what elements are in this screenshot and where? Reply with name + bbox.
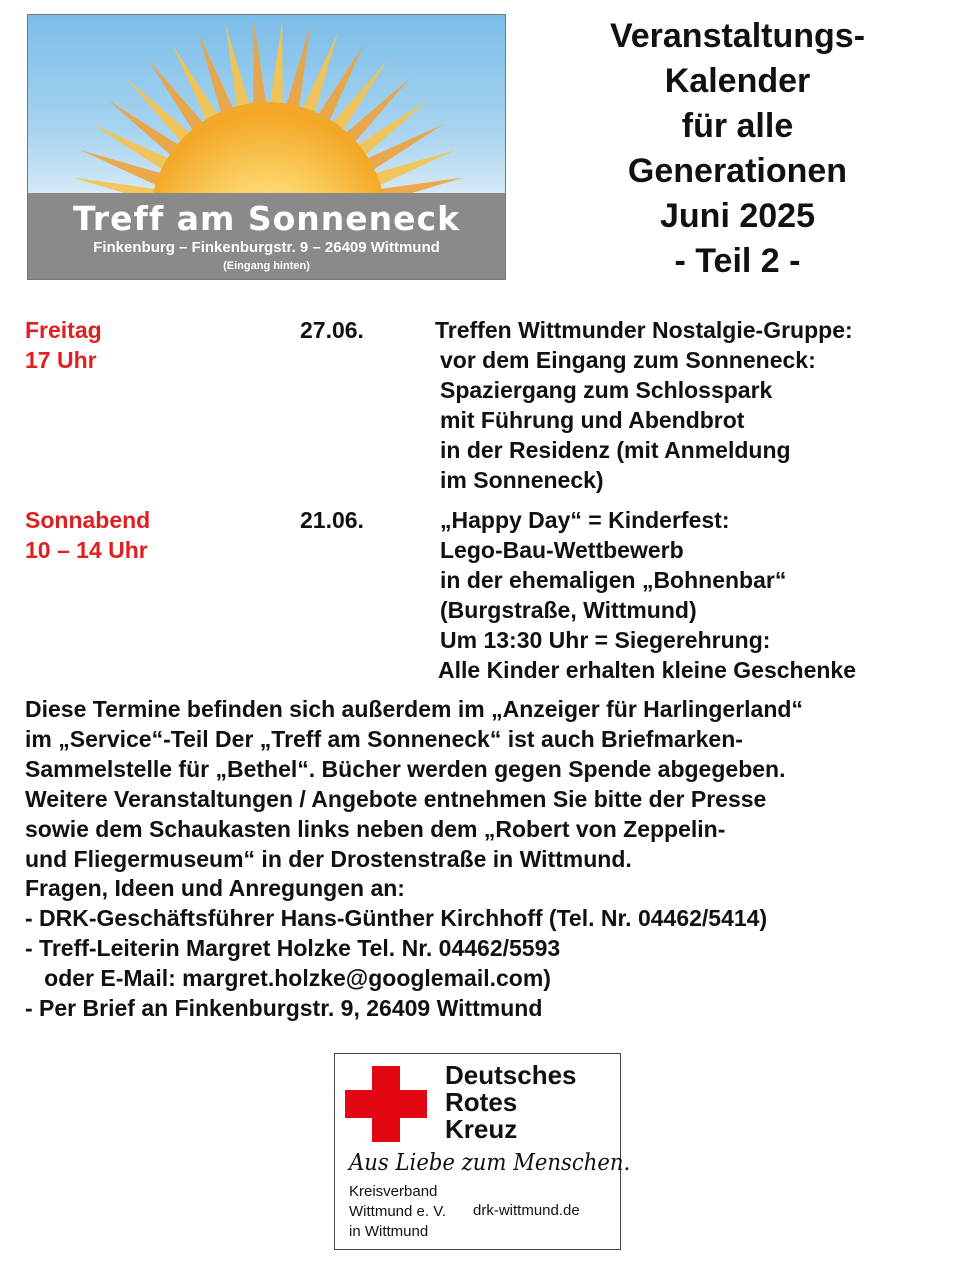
info-line: Weitere Veranstaltungen / Angebote entnehmen Sie bitte der Presse	[25, 785, 767, 812]
event-description-line: „Happy Day“ = Kinderfest:	[440, 507, 730, 533]
event-weekday: Freitag	[25, 317, 102, 343]
page-title	[560, 14, 915, 284]
banner-note: (Eingang hinten)	[223, 260, 310, 272]
info-line: - DRK-Geschäftsführer Hans-Günther Kirchhoff (Tel. Nr. 04462/5414)	[25, 905, 768, 932]
event-description	[440, 505, 940, 685]
drk-chapter-line: in Wittmund	[349, 1223, 429, 1240]
event-date: 27.06.	[300, 317, 364, 343]
info-line: Fragen, Ideen und Anregungen an:	[25, 875, 405, 902]
drk-name-line: Deutsches	[445, 1060, 577, 1090]
info-line: sowie dem Schaukasten links neben dem „Robert von Zeppelin-	[25, 815, 726, 842]
event-description-line: vor dem Eingang zum Sonneneck:	[440, 347, 816, 373]
info-text	[25, 695, 945, 1024]
banner-image	[27, 14, 506, 280]
title-line: Juni 2025	[660, 197, 815, 235]
event-weekday-time	[25, 505, 150, 565]
sun-ray	[253, 21, 268, 117]
event-time: 17 Uhr	[25, 347, 97, 373]
drk-motto: Aus Liebe zum Menschen.	[349, 1150, 631, 1176]
drk-chapter-line: Wittmund e. V.	[349, 1203, 446, 1220]
info-line: oder E-Mail: margret.holzke@googlemail.com)	[25, 965, 551, 992]
info-line: - Treff-Leiterin Margret Holzke Tel. Nr. 04462/5593	[25, 935, 561, 962]
event-description-line: Um 13:30 Uhr = Siegerehrung:	[440, 627, 771, 653]
drk-name-line: Kreuz	[445, 1114, 518, 1144]
banner-address: Finkenburg – Finkenburgstr. 9 – 26409 Wittmund	[93, 239, 440, 256]
drk-name-line: Rotes	[445, 1087, 518, 1117]
drk-name	[445, 1062, 577, 1143]
event-description-line: Treffen Wittmunder Nostalgie-Gruppe:	[435, 317, 853, 343]
info-line: im „Service“-Teil Der „Treff am Sonneneck“ ist auch Briefmarken-	[25, 725, 743, 752]
event-description-line: Alle Kinder erhalten kleine Geschenke	[438, 657, 856, 683]
drk-chapter-line: Kreisverband	[349, 1183, 438, 1200]
event-description-line: (Burgstraße, Wittmund)	[440, 597, 697, 623]
drk-website: drk-wittmund.de	[473, 1202, 580, 1219]
title-line: Generationen	[627, 152, 848, 190]
info-line: Sammelstelle für „Bethel“. Bücher werden gegen Spende abgegeben.	[25, 755, 786, 782]
event-description-line: in der Residenz (mit Anmeldung	[440, 437, 791, 463]
info-line: und Fliegermuseum“ in der Drostenstraße in Wittmund.	[25, 845, 632, 872]
event-description-line: Spaziergang zum Schlosspark	[440, 377, 773, 403]
info-line: Diese Termine befinden sich außerdem im „Anzeiger für Harlingerland“	[25, 696, 803, 722]
event-description-line: im Sonneneck)	[440, 467, 604, 493]
title-line: Kalender	[664, 62, 811, 100]
info-line: - Per Brief an Finkenburgstr. 9, 26409 Wittmund	[25, 995, 543, 1022]
event-weekday-time	[25, 315, 102, 375]
event-time: 10 – 14 Uhr	[25, 537, 148, 563]
event-description-line: in der ehemaligen „Bohnenbar“	[440, 567, 787, 593]
drk-chapter	[349, 1182, 446, 1242]
banner-title: Treff am Sonneneck	[72, 199, 461, 238]
sun-ray	[268, 21, 283, 117]
title-line: Veranstaltungs-	[609, 17, 866, 55]
event-description-line: mit Führung und Abendbrot	[440, 407, 745, 433]
event-date: 21.06.	[300, 507, 364, 533]
title-line: für alle	[681, 107, 794, 145]
drk-logo	[334, 1053, 631, 1250]
red-cross-icon	[345, 1066, 427, 1142]
event-weekday: Sonnabend	[25, 507, 151, 533]
title-line: - Teil 2 -	[674, 242, 801, 280]
event-description-line: Lego-Bau-Wettbewerb	[440, 537, 684, 563]
event-description	[435, 315, 940, 495]
